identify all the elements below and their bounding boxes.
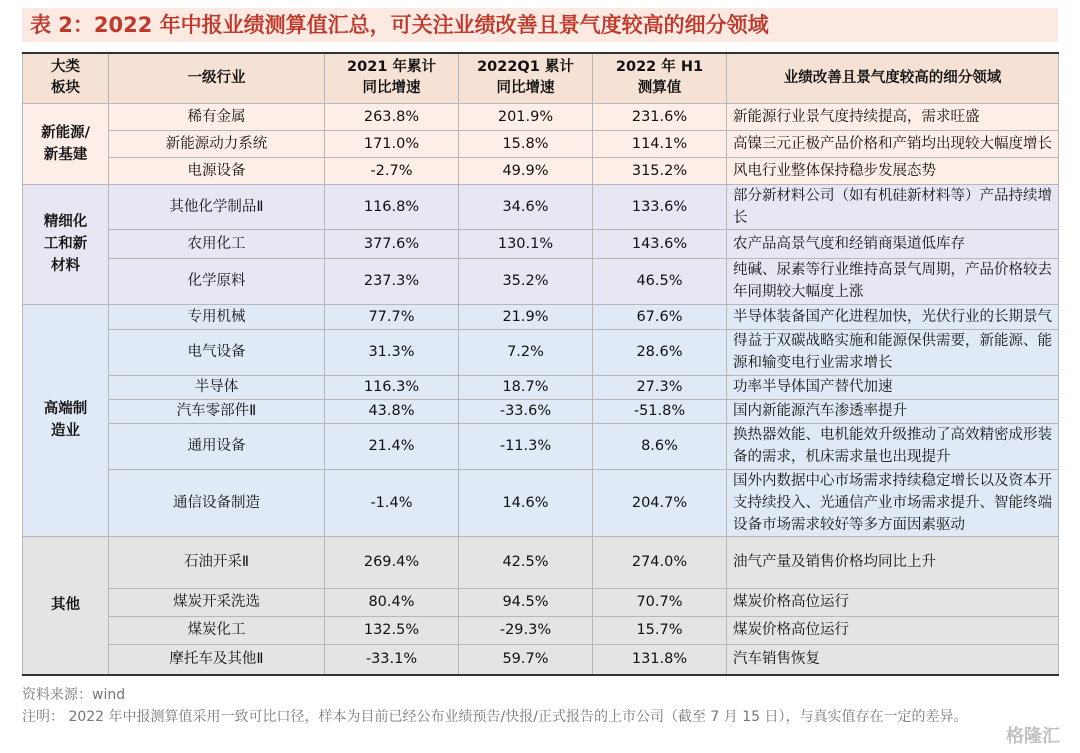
growth-q1-cell: -11.3% xyxy=(459,423,593,469)
industry-cell: 石油开采Ⅱ xyxy=(109,536,325,588)
growth-q1-cell: -29.3% xyxy=(459,616,593,644)
industry-cell: 化学原料 xyxy=(109,258,325,304)
sector-cell: 高端制 造业 xyxy=(23,304,109,536)
description-cell: 部分新材料公司（如有机硅新材料等）产品持续增长 xyxy=(727,184,1059,229)
growth-q1-cell: 14.6% xyxy=(459,469,593,536)
estimate-h1-cell: 27.3% xyxy=(593,375,727,399)
performance-table xyxy=(22,52,1059,676)
industry-cell: 摩托车及其他Ⅱ xyxy=(109,644,325,675)
header-sector: 大类 板块 xyxy=(23,53,109,103)
estimate-h1-cell: 28.6% xyxy=(593,329,727,375)
table-row xyxy=(23,644,1059,675)
description-cell: 煤炭价格高位运行 xyxy=(727,588,1059,616)
table-row xyxy=(23,329,1059,375)
table-row xyxy=(23,130,1059,157)
table-row xyxy=(23,304,1059,329)
footnote: 注明： 2022 年中报测算值采用一致可比口径，样本为目前已经公布业绩预告/快报/正式报告的上市公司（截至 7 月 15 日），与真实值存在一定的差异。 xyxy=(22,709,968,725)
industry-cell: 煤炭化工 xyxy=(109,616,325,644)
description-cell: 得益于双碳战略实施和能源保供需要，新能源、能源和输变电行业需求增长 xyxy=(727,329,1059,375)
estimate-h1-cell: 67.6% xyxy=(593,304,727,329)
header-2021-growth: 2021 年累计 同比增速 xyxy=(325,53,459,103)
growth-q1-cell: 18.7% xyxy=(459,375,593,399)
industry-cell: 新能源动力系统 xyxy=(109,130,325,157)
description-cell: 农产品高景气度和经销商渠道低库存 xyxy=(727,229,1059,258)
table-row xyxy=(23,588,1059,616)
description-cell: 油气产量及销售价格均同比上升 xyxy=(727,536,1059,588)
description-cell: 国内新能源汽车渗透率提升 xyxy=(727,399,1059,423)
growth-q1-cell: 35.2% xyxy=(459,258,593,304)
estimate-h1-cell: 143.6% xyxy=(593,229,727,258)
description-cell: 风电行业整体保持稳步发展态势 xyxy=(727,157,1059,184)
table-row xyxy=(23,229,1059,258)
growth-q1-cell: 94.5% xyxy=(459,588,593,616)
table-row xyxy=(23,184,1059,229)
industry-cell: 半导体 xyxy=(109,375,325,399)
growth-2021-cell: -1.4% xyxy=(325,469,459,536)
sector-cell: 其他 xyxy=(23,536,109,675)
estimate-h1-cell: 274.0% xyxy=(593,536,727,588)
sector-cell: 新能源/ 新基建 xyxy=(23,103,109,184)
description-cell: 功率半导体国产替代加速 xyxy=(727,375,1059,399)
header-2022q1-growth: 2022Q1 累计 同比增速 xyxy=(459,53,593,103)
growth-q1-cell: 201.9% xyxy=(459,103,593,130)
sector-cell: 精细化 工和新 材料 xyxy=(23,184,109,304)
header-industry: 一级行业 xyxy=(109,53,325,103)
table-row xyxy=(23,399,1059,423)
estimate-h1-cell: 8.6% xyxy=(593,423,727,469)
table-row xyxy=(23,616,1059,644)
industry-cell: 农用化工 xyxy=(109,229,325,258)
growth-q1-cell: 34.6% xyxy=(459,184,593,229)
estimate-h1-cell: 315.2% xyxy=(593,157,727,184)
growth-2021-cell: 132.5% xyxy=(325,616,459,644)
growth-2021-cell: 116.8% xyxy=(325,184,459,229)
growth-2021-cell: 31.3% xyxy=(325,329,459,375)
table-row xyxy=(23,375,1059,399)
growth-q1-cell: -33.6% xyxy=(459,399,593,423)
estimate-h1-cell: 46.5% xyxy=(593,258,727,304)
table-row xyxy=(23,469,1059,536)
growth-2021-cell: 21.4% xyxy=(325,423,459,469)
table-title: 表 2：2022 年中报业绩测算值汇总，可关注业绩改善且景气度较高的细分领域 xyxy=(22,8,1058,42)
growth-2021-cell: 43.8% xyxy=(325,399,459,423)
industry-cell: 电源设备 xyxy=(109,157,325,184)
estimate-h1-cell: 133.6% xyxy=(593,184,727,229)
estimate-h1-cell: 231.6% xyxy=(593,103,727,130)
industry-cell: 通用设备 xyxy=(109,423,325,469)
estimate-h1-cell: 131.8% xyxy=(593,644,727,675)
header-2022h1-estimate: 2022 年 H1 测算值 xyxy=(593,53,727,103)
growth-2021-cell: 377.6% xyxy=(325,229,459,258)
growth-2021-cell: 269.4% xyxy=(325,536,459,588)
industry-cell: 稀有金属 xyxy=(109,103,325,130)
table-row xyxy=(23,536,1059,588)
industry-cell: 汽车零部件Ⅱ xyxy=(109,399,325,423)
estimate-h1-cell: 114.1% xyxy=(593,130,727,157)
growth-q1-cell: 15.8% xyxy=(459,130,593,157)
description-cell: 煤炭价格高位运行 xyxy=(727,616,1059,644)
growth-q1-cell: 21.9% xyxy=(459,304,593,329)
description-cell: 新能源行业景气度持续提高，需求旺盛 xyxy=(727,103,1059,130)
estimate-h1-cell: 15.7% xyxy=(593,616,727,644)
growth-2021-cell: -33.1% xyxy=(325,644,459,675)
growth-2021-cell: 77.7% xyxy=(325,304,459,329)
growth-q1-cell: 42.5% xyxy=(459,536,593,588)
growth-q1-cell: 59.7% xyxy=(459,644,593,675)
estimate-h1-cell: 204.7% xyxy=(593,469,727,536)
estimate-h1-cell: -51.8% xyxy=(593,399,727,423)
description-cell: 换热器效能、电机能效升级推动了高效精密成形装备的需求，机床需求量也出现提升 xyxy=(727,423,1059,469)
growth-2021-cell: 171.0% xyxy=(325,130,459,157)
description-cell: 国外内数据中心市场需求持续稳定增长以及资本开支持续投入、光通信产业市场需求提升、智能终端设备市场需求较好等多方面因素驱动 xyxy=(727,469,1059,536)
description-cell: 纯碱、尿素等行业维持高景气周期，产品价格较去年同期较大幅度上涨 xyxy=(727,258,1059,304)
growth-2021-cell: -2.7% xyxy=(325,157,459,184)
header-description: 业绩改善且景气度较高的细分领域 xyxy=(727,53,1059,103)
table-row xyxy=(23,157,1059,184)
description-cell: 高镍三元正极产品价格和产销均出现较大幅度增长 xyxy=(727,130,1059,157)
table-row xyxy=(23,103,1059,130)
watermark-logo: 格隆汇 xyxy=(1006,726,1060,747)
growth-2021-cell: 263.8% xyxy=(325,103,459,130)
table-row xyxy=(23,258,1059,304)
growth-2021-cell: 80.4% xyxy=(325,588,459,616)
description-cell: 汽车销售恢复 xyxy=(727,644,1059,675)
industry-cell: 煤炭开采洗选 xyxy=(109,588,325,616)
industry-cell: 通信设备制造 xyxy=(109,469,325,536)
growth-q1-cell: 7.2% xyxy=(459,329,593,375)
growth-2021-cell: 237.3% xyxy=(325,258,459,304)
growth-q1-cell: 130.1% xyxy=(459,229,593,258)
source-note: 资料来源：wind xyxy=(22,687,126,703)
industry-cell: 其他化学制品Ⅱ xyxy=(109,184,325,229)
table-row xyxy=(23,423,1059,469)
industry-cell: 电气设备 xyxy=(109,329,325,375)
industry-cell: 专用机械 xyxy=(109,304,325,329)
growth-q1-cell: 49.9% xyxy=(459,157,593,184)
growth-2021-cell: 116.3% xyxy=(325,375,459,399)
description-cell: 半导体装备国产化进程加快，光伏行业的长期景气 xyxy=(727,304,1059,329)
table-header-row xyxy=(23,53,1059,103)
estimate-h1-cell: 70.7% xyxy=(593,588,727,616)
